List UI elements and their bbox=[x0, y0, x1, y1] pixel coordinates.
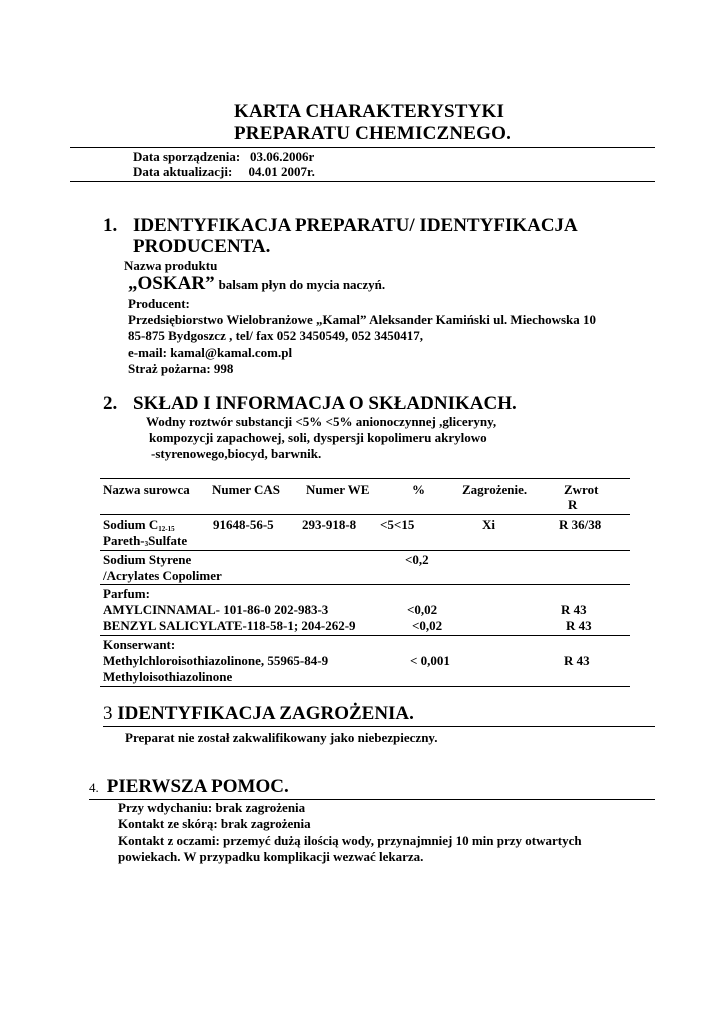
table-row-2-name-line2: /Acrylates Copolimer bbox=[103, 568, 222, 583]
table-row-4-group: Konserwant: bbox=[103, 637, 176, 652]
table-row-4-item1-name: Methylchloroisothiazolinone, 55965-84-9 bbox=[103, 653, 329, 668]
table-row-2-rule bbox=[100, 584, 630, 585]
producer-address-line1: Przedsiębiorstwo Wielobranżowe „Kamal” Aleksander Kamiński ul. Miechowska 10 bbox=[128, 312, 597, 327]
producer-label: Producent: bbox=[128, 296, 190, 311]
first-aid-eyes-line2: powiekach. W przypadku komplikacji wezwać lekarza. bbox=[118, 849, 424, 864]
table-row-1-r-phrase: R 36/38 bbox=[559, 517, 602, 532]
producer-email: e-mail: kamal@kamal.com.pl bbox=[128, 345, 293, 360]
table-row-3-item1-r-phrase: R 43 bbox=[561, 602, 587, 617]
table-row-1-hazard: Xi bbox=[482, 517, 495, 532]
col-header-cas: Numer CAS bbox=[212, 482, 281, 497]
section3-heading bbox=[103, 703, 414, 725]
col-header-r-phrase-line1: Zwrot bbox=[564, 482, 599, 497]
section4-title: PIERWSZA POMOC. bbox=[106, 776, 289, 797]
table-row-3-item2-r-phrase: R 43 bbox=[566, 618, 592, 633]
table-row-1-name-line1: Sodium $C_{12-15}$ bbox=[103, 517, 175, 533]
date-updated-value: 04.01 2007r. bbox=[248, 164, 315, 179]
document-title-line2: PREPARATU CHEMICZNEGO. bbox=[234, 123, 512, 144]
section1-title-line1: IDENTYFIKACJA PREPARATU/ IDENTYFIKACJA bbox=[133, 215, 578, 236]
section4-heading bbox=[89, 776, 289, 798]
table-row-4-item2-name: Methyloisothiazolinone bbox=[103, 669, 233, 684]
first-aid-inhalation: Przy wdychaniu: brak zagrożenia bbox=[118, 800, 306, 815]
table-row-3-item2-percent: <0,02 bbox=[412, 618, 443, 633]
section3-rule bbox=[103, 726, 655, 727]
section1-number: 1. bbox=[103, 215, 118, 236]
table-row-3-group: Parfum: bbox=[103, 586, 150, 601]
product-description: balsam płyn do mycia naczyń. bbox=[218, 277, 386, 292]
date-created-row bbox=[133, 149, 314, 165]
table-row-3-rule bbox=[100, 635, 630, 636]
section4-number: 4. bbox=[89, 780, 99, 795]
table-row-2-name-line1: Sodium Styrene bbox=[103, 552, 192, 567]
table-header-rule bbox=[100, 514, 630, 515]
fire-brigade-number: Straż pożarna: 998 bbox=[128, 361, 234, 376]
date-created-value: 03.06.2006r bbox=[250, 149, 315, 164]
table-row-1-rule bbox=[100, 550, 630, 551]
date-updated-row bbox=[133, 164, 315, 180]
section2-number: 2. bbox=[103, 393, 118, 414]
product-name: „OSKAR” bbox=[128, 273, 215, 294]
section2-title: SKŁAD I INFORMACJA O SKŁADNIKACH. bbox=[133, 393, 517, 414]
header-bottom-rule bbox=[70, 181, 655, 182]
producer-address-line2: 85-875 Bydgoszcz , tel/ fax 052 3450549, 052 3450417, bbox=[128, 328, 424, 343]
table-row-1-name-line2: Pareth-3Sulfate bbox=[103, 533, 188, 548]
first-aid-skin: Kontakt ze skórą: brak zagrożenia bbox=[118, 816, 311, 831]
col-header-we: Numer WE bbox=[306, 482, 370, 497]
composition-desc-line1: Wodny roztwór substancji <5% <5% anionoczynnej ,gliceryny, bbox=[146, 414, 497, 429]
table-row-4-item1-r-phrase: R 43 bbox=[564, 653, 590, 668]
col-header-percent: % bbox=[412, 482, 425, 497]
first-aid-eyes-line1: Kontakt z oczami: przemyć dużą ilością wody, przynajmniej 10 min przy otwartych bbox=[118, 833, 582, 848]
table-row-3-item1-percent: <0,02 bbox=[407, 602, 438, 617]
table-top-rule bbox=[100, 478, 630, 479]
table-row-2-percent: <0,2 bbox=[405, 552, 429, 567]
table-row-1-percent: <5<15 bbox=[380, 517, 415, 532]
document-title-line1: KARTA CHARAKTERYSTYKI bbox=[234, 101, 505, 122]
table-row-3-item2-name: BENZYL SALICYLATE-118-58-1; 204-262-9 bbox=[103, 618, 356, 633]
col-header-r-phrase-line2: R bbox=[568, 497, 578, 512]
composition-desc-line3: -styrenowego,biocyd, barwnik. bbox=[151, 446, 322, 461]
section3-title: IDENTYFIKACJA ZAGROŻENIA. bbox=[117, 703, 414, 724]
header-top-rule bbox=[70, 147, 655, 148]
product-name-label: Nazwa produktu bbox=[124, 258, 218, 273]
table-row-1-we: 293-918-8 bbox=[302, 517, 357, 532]
section3-text: Preparat nie został zakwalifikowany jako niebezpieczny. bbox=[125, 730, 438, 745]
table-row-4-item1-percent: < 0,001 bbox=[410, 653, 450, 668]
date-updated-label: Data aktualizacji: bbox=[133, 164, 233, 179]
section1-title-line2: PRODUCENTA. bbox=[133, 236, 271, 257]
product-name-row bbox=[128, 273, 385, 295]
table-row-3-item1-name: AMYLCINNAMAL- 101-86-0 202-983-3 bbox=[103, 602, 329, 617]
date-created-label: Data sporządzenia: bbox=[133, 149, 241, 164]
col-header-name: Nazwa surowca bbox=[103, 482, 190, 497]
table-bottom-rule bbox=[100, 686, 630, 687]
table-row-1-cas: 91648-56-5 bbox=[213, 517, 274, 532]
composition-desc-line2: kompozycji zapachowej, soli, dyspersji kopolimeru akrylowo bbox=[149, 430, 487, 445]
section3-number: 3 bbox=[103, 703, 113, 724]
col-header-hazard: Zagrożenie. bbox=[462, 482, 528, 497]
